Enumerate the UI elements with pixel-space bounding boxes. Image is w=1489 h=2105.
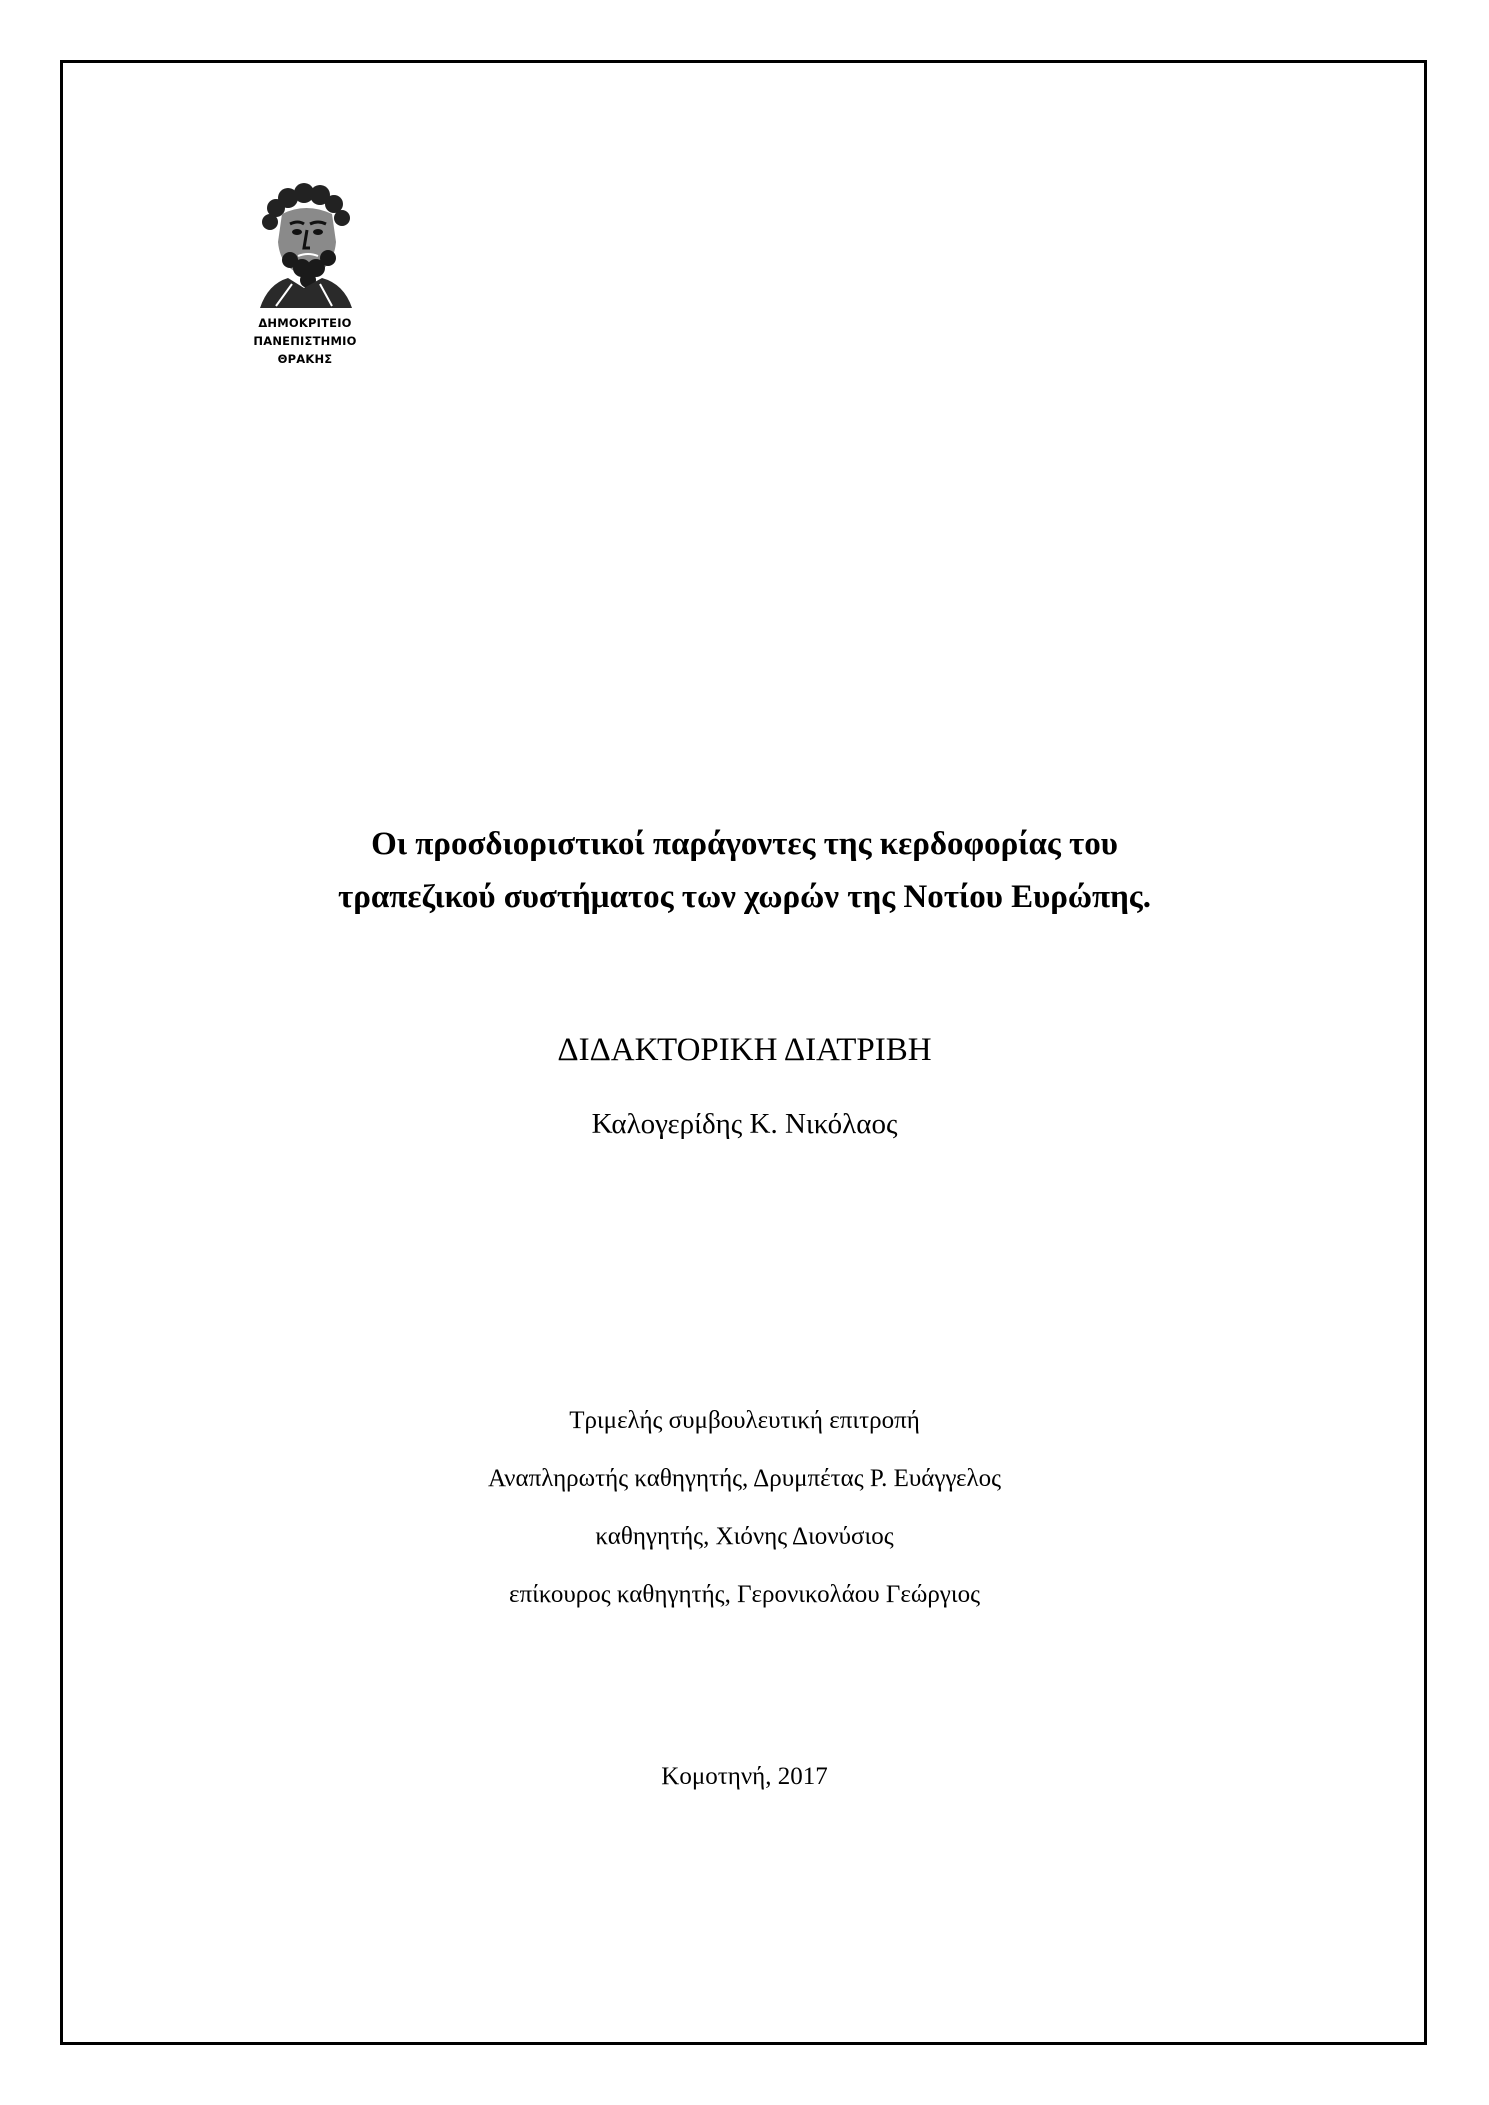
- author-name: Καλογερίδης Κ. Νικόλαος: [591, 1108, 898, 1140]
- university-logo: [246, 180, 364, 370]
- logo-line: ΔΗΜΟΚΡΙΤΕΙΟ: [258, 316, 352, 330]
- committee-heading: Τριμελής συμβουλευτική επιτροπή: [569, 1407, 920, 1434]
- thesis-title: [0, 818, 1489, 924]
- democritus-bust-icon: [246, 180, 364, 310]
- document-type: ΔΙΔΑΚΤΟΡΙΚΗ ΔΙΑΤΡΙΒΗ: [557, 1032, 932, 1068]
- committee-member: επίκουρος καθηγητής, Γερονικολάου Γεώργιος: [509, 1581, 980, 1608]
- logo-line: ΘΡΑΚΗΣ: [277, 352, 333, 366]
- committee-member: καθηγητής, Χιόνης Διονύσιος: [595, 1523, 894, 1550]
- place-and-year: Κομοτηνή, 2017: [661, 1763, 828, 1790]
- committee-member: Αναπληρωτής καθηγητής, Δρυμπέτας Ρ. Ευάγγελος: [487, 1465, 1002, 1492]
- advisory-committee: [0, 1392, 1489, 1624]
- university-name: [246, 314, 364, 368]
- logo-line: ΠΑΝΕΠΙΣΤΗΜΙΟ: [253, 334, 357, 348]
- title-line-2: τραπεζικού συστήματος των χωρών της Νοτίου Ευρώπης.: [338, 879, 1151, 915]
- title-line-1: Οι προσδιοριστικοί παράγοντες της κερδοφορίας του: [371, 826, 1118, 862]
